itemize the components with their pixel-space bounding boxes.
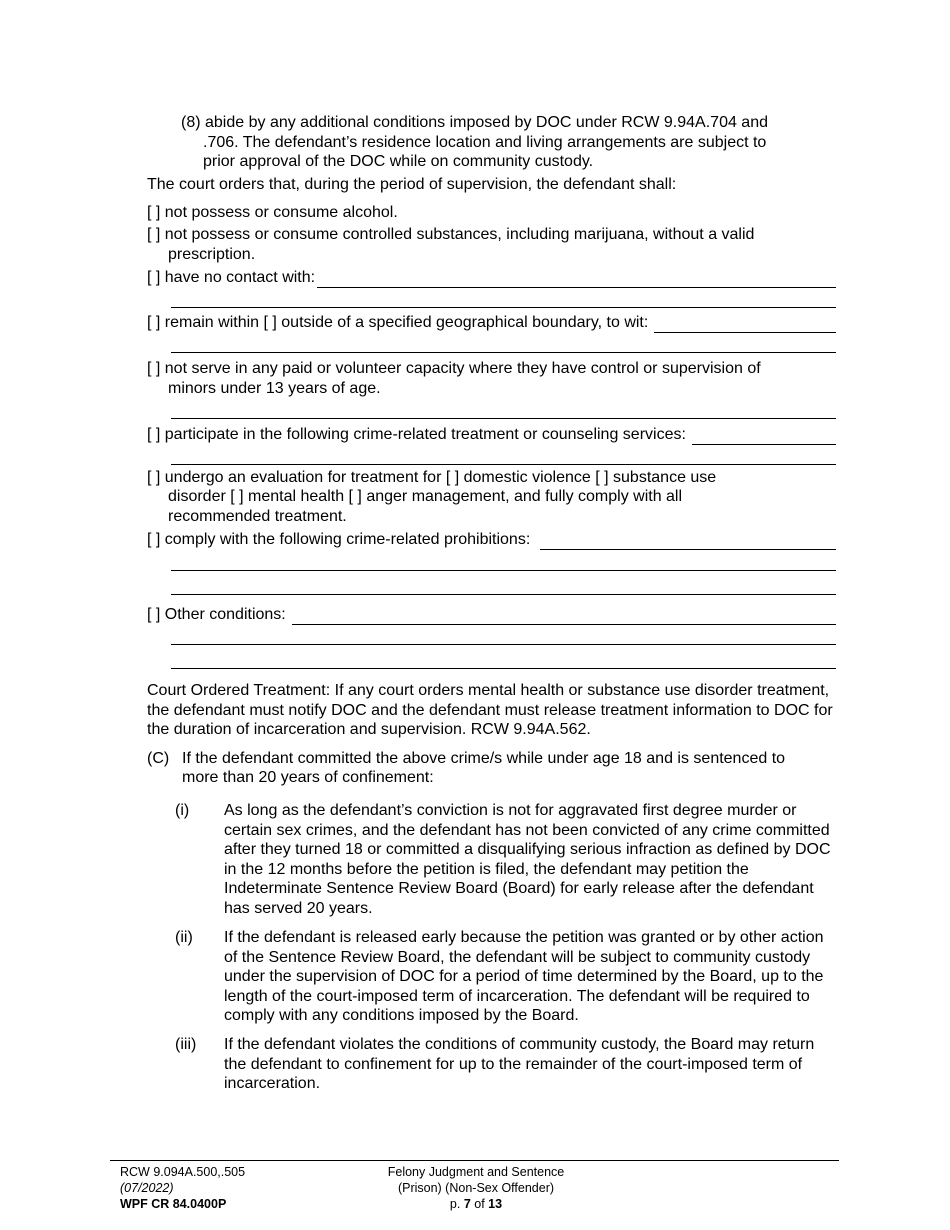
item-ii-text: If the defendant is released early because the petition was granted or by other action of the Sentence Review Board, the defendant will be subject to community custody under the supervision of DOC for a period of time determined by the Board, up to the length of the court-imposed term of incarceration. The defendant will be required to comply with any conditions imposed by the Board.: [224, 929, 824, 1025]
page-of: of: [470, 1197, 489, 1211]
other-blank-3[interactable]: [171, 668, 836, 669]
condition-prohibitions: [147, 530, 836, 550]
footer-date: (07/2022): [120, 1181, 174, 1195]
footer-form-number: WPF CR 84.0400P: [120, 1197, 227, 1211]
treatment-blank-2[interactable]: [171, 464, 836, 465]
item-ii-num: (ii): [175, 929, 193, 946]
court-ordered-treatment: Court Ordered Treatment: If any court orders mental health or substance use disorder treatment, the defendant must notify DOC and the defendant must release treatment information to DOC for the duration of incarceration and supervision. RCW 9.94A.562.: [147, 682, 833, 739]
condition-evaluation-line2: disorder [ ] mental health [ ] anger management, and fully comply with all: [168, 488, 683, 505]
remain-within-blank-2[interactable]: [171, 352, 836, 353]
condition-alcohol: [ ] not possess or consume alcohol.: [147, 204, 398, 221]
condition-no-contact: [147, 268, 836, 288]
remain-within-label: [ ] remain within [ ] outside of a specified geographical boundary, to wit:: [147, 314, 649, 331]
no-contact-blank-2[interactable]: [171, 307, 836, 308]
no-contact-blank[interactable]: [317, 273, 836, 288]
page-total: 13: [488, 1197, 503, 1211]
treatment-label: [ ] participate in the following crime-related treatment or counseling services:: [147, 426, 686, 443]
condition-evaluation-line3: recommended treatment.: [168, 508, 347, 525]
prohibitions-blank-2[interactable]: [171, 570, 836, 571]
footer-title-line2: (Prison) (Non-Sex Offender): [397, 1181, 555, 1195]
item8-line2: .706. The defendant’s residence location and living arrangements are subject to: [203, 134, 767, 151]
page-current: 7: [463, 1197, 471, 1211]
condition-remain-within: [147, 313, 836, 333]
condition-other: [147, 605, 836, 625]
footer-title-line1: Felony Judgment and Sentence: [387, 1165, 565, 1179]
item-i-num: (i): [175, 802, 190, 819]
condition-controlled-line2: prescription.: [168, 246, 256, 263]
condition-controlled-line1: [ ] not possess or consume controlled substances, including marijuana, without a valid: [147, 226, 755, 243]
section-c-line1: If the defendant committed the above crime/s while under age 18 and is sentenced to: [182, 750, 786, 767]
other-label: [ ] Other conditions:: [147, 606, 286, 623]
minors-blank[interactable]: [171, 418, 836, 419]
item-iii-text: If the defendant violates the conditions of community custody, the Board may return the defendant to confinement for up to the remainder of the court-imposed term of incarceration.: [224, 1036, 815, 1093]
footer-rule: [110, 1160, 839, 1161]
section-c-line2: more than 20 years of confinement:: [182, 769, 434, 786]
condition-minors-line2: minors under 13 years of age.: [168, 380, 381, 397]
court-orders-intro: The court orders that, during the period of supervision, the defendant shall:: [147, 176, 677, 193]
prohibitions-label: [ ] comply with the following crime-related prohibitions:: [147, 531, 531, 548]
treatment-blank[interactable]: [692, 430, 836, 445]
page-prefix: p.: [449, 1197, 464, 1211]
item-iii-num: (iii): [175, 1036, 197, 1053]
condition-evaluation-line1: [ ] undergo an evaluation for treatment for [ ] domestic violence [ ] substance use: [147, 469, 717, 486]
section-c-label: (C): [147, 750, 170, 767]
prohibitions-blank[interactable]: [540, 535, 836, 550]
no-contact-label: [ ] have no contact with:: [147, 269, 316, 286]
footer-rcw: RCW 9.094A.500,.505: [120, 1165, 246, 1179]
footer-page-number: [356, 1196, 596, 1212]
item-i-text: As long as the defendant’s conviction is not for aggravated first degree murder or certain sex crimes, and the defendant has not been convicted of any crime committed after they turned 18 or committed a disqualifying serious infraction as defined by DOC in the 12 months before the petition is filed, the defendant may petition the Indeterminate Sentence Review Board (Board) for early release after the defendant has served 20 years.: [224, 802, 831, 917]
condition-treatment: [147, 425, 836, 445]
item8-line3: prior approval of the DOC while on community custody.: [203, 153, 594, 170]
condition-minors-line1: [ ] not serve in any paid or volunteer capacity where they have control or supervision of: [147, 360, 761, 377]
other-blank[interactable]: [292, 610, 836, 625]
remain-within-blank[interactable]: [654, 318, 836, 333]
other-blank-2[interactable]: [171, 644, 836, 645]
prohibitions-blank-3[interactable]: [171, 594, 836, 595]
item8-line1: (8) abide by any additional conditions imposed by DOC under RCW 9.94A.704 and: [181, 114, 768, 131]
